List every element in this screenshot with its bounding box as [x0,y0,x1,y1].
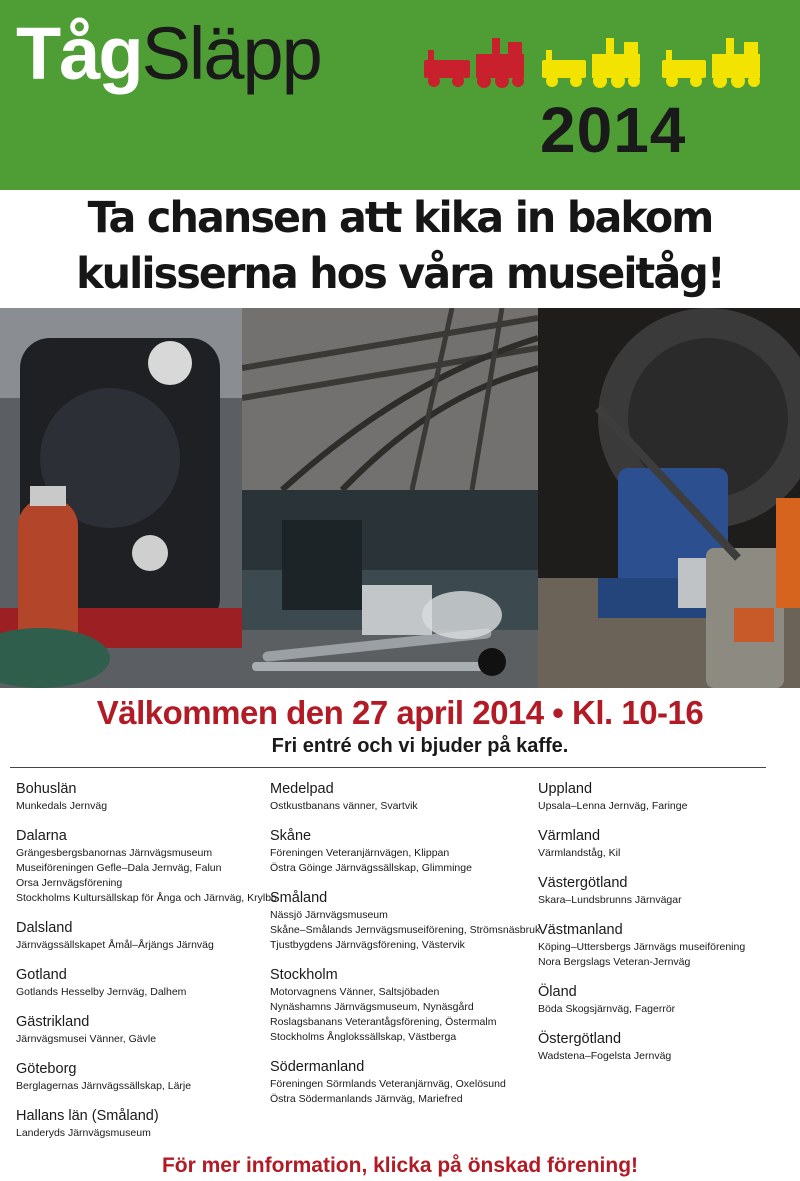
association-link[interactable]: Nynäshamns Järnvägsmuseum, Nynäsgård [270,1001,474,1013]
region-column-3 [538,780,745,1077]
region-medelpad [270,780,540,814]
tracks-photo [242,308,538,490]
association-link[interactable]: Roslagsbanans Veterantågsförening, Östermalm [270,1016,497,1028]
association-link[interactable]: Järnvägsmusei Vänner, Gävle [16,1033,157,1045]
association-link[interactable]: Böda Skogsjärnväg, Fagerrör [538,1003,676,1015]
region-skane [270,827,540,876]
association-link[interactable]: Motorvagnens Vänner, Saltsjöbaden [270,986,440,998]
free-entry-text: Fri entré och vi bjuder på kaffe. [271,735,569,757]
region-name: Medelpad [270,781,334,797]
region-name: Östergötland [538,1031,622,1047]
event-year: 2014 [540,94,687,166]
region-gotland [16,966,277,1000]
region-vastmanland [538,921,745,970]
tools-photo [242,490,538,688]
divider [10,767,766,768]
region-name: Värmland [538,828,601,844]
region-column-2 [270,780,540,1120]
region-goteborg [16,1060,277,1094]
yellow-locomotive-icon-2 [662,38,760,88]
region-ostergotland [538,1030,745,1064]
region-uppland [538,780,745,814]
region-bohuslan [16,780,277,814]
association-link[interactable]: Upsala–Lenna Jernväg, Faringe [538,800,688,812]
region-varmland [538,827,745,861]
headline-line-2: kulisserna hos våra museitåg! [76,249,724,299]
region-gastrikland [16,1013,277,1047]
region-name: Öland [538,984,577,1000]
headline-line-1: Ta chansen att kika in bakom [87,193,713,243]
region-name: Småland [270,890,328,906]
brand-logo [16,12,321,96]
headline [0,190,800,310]
more-info-text: För mer information, klicka på önskad förening! [161,1154,639,1177]
region-name: Västmanland [538,922,623,938]
association-link[interactable]: Järnvägssällskapet Åmål–Årjängs Järnväg [16,939,214,951]
association-link[interactable]: Östra Södermanlands Järnväg, Mariefred [270,1093,463,1105]
association-link[interactable]: Föreningen Veteranjärnvägen, Klippan [270,847,450,859]
region-stockholm [270,966,540,1045]
association-link[interactable]: Köping–Uttersbergs Järnvägs museiförening [538,941,746,953]
association-link[interactable]: Värmlandståg, Kil [538,847,621,859]
region-dalsland [16,919,277,953]
region-name: Uppland [538,781,593,797]
association-link[interactable]: Gotlands Hesselby Jernväg, Dalhem [16,986,187,998]
region-name: Södermanland [270,1059,365,1075]
association-link[interactable]: Föreningen Sörmlands Veteranjärnväg, Oxelösund [270,1078,506,1090]
region-hallans-lan [16,1107,277,1141]
region-name: Hallans län (Småland) [16,1108,159,1124]
header-banner [0,0,800,190]
association-link[interactable]: Munkedals Jernväg [16,800,108,812]
association-link[interactable]: Östra Göinge Järnvägssällskap, Glimminge [270,862,472,874]
association-link[interactable]: Grängesbergsbanornas Järnvägsmuseum [16,847,213,859]
association-link[interactable]: Berglagernas Järnvägssällskap, Lärje [16,1080,192,1092]
region-name: Göteborg [16,1061,77,1077]
association-link[interactable]: Museiföreningen Gefle–Dala Jernväg, Falun [16,862,222,874]
association-link[interactable]: Nässjö Järnvägsmuseum [270,909,388,921]
region-name: Bohuslän [16,781,77,797]
photo-collage [0,308,800,688]
association-link[interactable]: Landeryds Järnvägsmuseum [16,1127,151,1139]
association-link[interactable]: Tjustbygdens Järnvägsförening, Västervik [270,939,465,951]
region-name: Skåne [270,828,312,844]
association-link[interactable]: Skara–Lundsbrunns Järnvägar [538,894,682,906]
association-link[interactable]: Skåne–Smålands Jernvägsmuseiförening, Strömsnäsbruk [270,924,541,936]
region-dalarna [16,827,277,906]
region-smaland [270,889,540,953]
region-name: Gotland [16,967,67,983]
region-oland [538,983,745,1017]
welcome-text: Välkommen den 27 april 2014 • Kl. 10-16 [96,694,704,731]
region-name: Stockholm [270,967,338,983]
yellow-locomotive-icon [542,38,640,88]
association-link[interactable]: Stockholms Ånglokssällskap, Västberga [270,1031,457,1043]
region-vastergotland [538,874,745,908]
region-name: Västergötland [538,875,628,891]
region-column-1 [16,780,277,1154]
vise-photo [538,308,800,688]
red-locomotive-icon [424,38,524,88]
association-link[interactable]: Stockholms Kultursällskap för Ånga och Järnväg, Krylbo [16,892,277,904]
region-sodermanland [270,1058,540,1107]
association-link[interactable]: Ostkustbanans vänner, Svartvik [270,800,418,812]
association-link[interactable]: Orsa Jernvägsförening [16,877,123,889]
locomotive-icons [420,28,800,92]
region-name: Dalsland [16,920,73,936]
association-link[interactable]: Wadstena–Fogelsta Jernväg [538,1050,672,1062]
locomotive-photo [0,308,242,688]
region-name: Gästrikland [16,1014,90,1030]
region-name: Dalarna [16,828,67,844]
association-link[interactable]: Nora Bergslags Veteran-Jernväg [538,956,691,968]
brand-part-2: Släpp [141,12,321,95]
brand-part-1: Tåg [16,12,142,95]
